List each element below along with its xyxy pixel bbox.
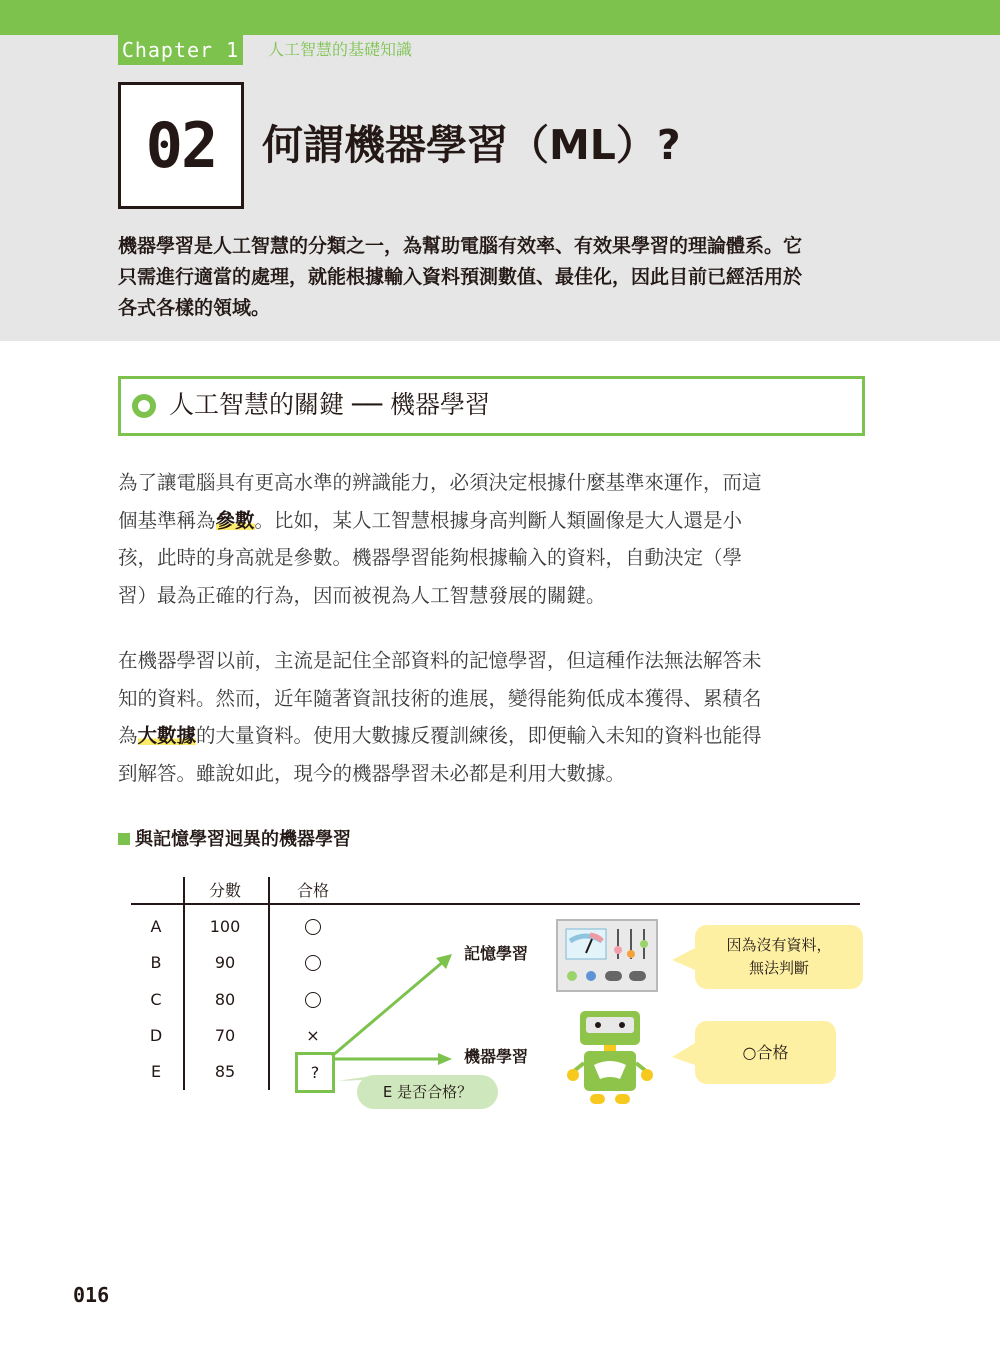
section-title: 何謂機器學習（ML）? [262, 121, 681, 169]
chapter-tab: Chapter 1 [118, 35, 243, 65]
question-bubble: E 是否合格？ [357, 1075, 498, 1109]
fail-cross-icon: × [306, 1026, 320, 1045]
bubble-tail [672, 948, 695, 970]
row-label: B [150, 953, 162, 972]
table-header-score: 分數 [208, 881, 241, 900]
text-run: 為 [118, 724, 138, 747]
unknown-result-box: ? [295, 1052, 335, 1093]
lead-line: 機器學習是人工智慧的分類之一，為幫助電腦有效率、有效果學習的理論體系。它 [118, 235, 803, 257]
row-score: 85 [214, 1062, 236, 1081]
arrowhead-icon [438, 1053, 452, 1065]
paragraph-line: 孩，此時的身高就是參數。機器學習能夠根據輸入的資料，自動決定（學 [118, 546, 743, 569]
arrow-to-memory-learning [332, 961, 444, 1056]
ml-result-bubble: ○合格 [695, 1021, 836, 1084]
highlight-term-big-data: 大數據 [137, 724, 197, 747]
robot-icon [566, 1007, 654, 1106]
row-score: 100 [209, 917, 241, 936]
paragraph-line: 習）最為正確的行為，因而被視為人工智慧發展的關鍵。 [118, 583, 606, 607]
paragraph-line: 在機器學習以前，主流是記住全部資料的記憶學習，但這種作法無法解答未 [118, 649, 762, 672]
table-header-pass: 合格 [296, 881, 329, 900]
text-run: 。比如，某人工智慧根據身高判斷人類圖像是大人還是小 [254, 508, 743, 532]
lead-line: 只需進行適當的處理，就能根據輸入資料預測數值、最佳化，因此目前已經活用於 [118, 266, 803, 288]
lead-line: 各式各樣的領域。 [118, 297, 271, 319]
text-run: 的大量資料。使用大數據反覆訓練後，即便輸入未知的資料也能得 [196, 724, 762, 747]
bubble-line: 無法判斷 [748, 959, 809, 977]
row-label: D [149, 1026, 163, 1045]
section-number: 02 [145, 109, 217, 182]
memory-machine-icon [556, 919, 658, 992]
page-number: 016 [73, 1283, 110, 1307]
paragraph-line: 為了讓電腦具有更高水準的辨識能力，必須決定根據什麼基準來運作，而這 [118, 471, 762, 494]
bubble-line: 因為沒有資料， [726, 936, 832, 954]
row-score: 90 [214, 953, 236, 972]
chapter-title: 人工智慧的基礎知識 [268, 40, 413, 59]
paragraph-line: 知的資料。然而，近年隨著資訊技術的進展，變得能夠低成本獲得、累積名 [118, 686, 762, 710]
machine-learning-label: 機器學習 [464, 1047, 529, 1066]
figure-title-text: 與記憶學習迥異的機器學習 [135, 829, 351, 850]
row-score: 70 [214, 1026, 236, 1045]
row-label: A [150, 917, 162, 936]
row-label: C [150, 990, 162, 1009]
subheading-text: 人工智慧的關鍵 ── 機器學習 [169, 390, 490, 419]
row-score: 80 [214, 990, 236, 1009]
highlight-term-parameter: 參數 [215, 508, 255, 532]
memory-result-bubble [695, 925, 863, 989]
row-label: E [150, 1062, 162, 1081]
memory-learning-label: 記憶學習 [464, 944, 529, 963]
paragraph-line: 到解答。雖說如此，現今的機器學習未必都是利用大數據。 [118, 761, 626, 785]
text-run: 個基準稱為 [118, 508, 216, 532]
bubble-tail [672, 1043, 695, 1065]
